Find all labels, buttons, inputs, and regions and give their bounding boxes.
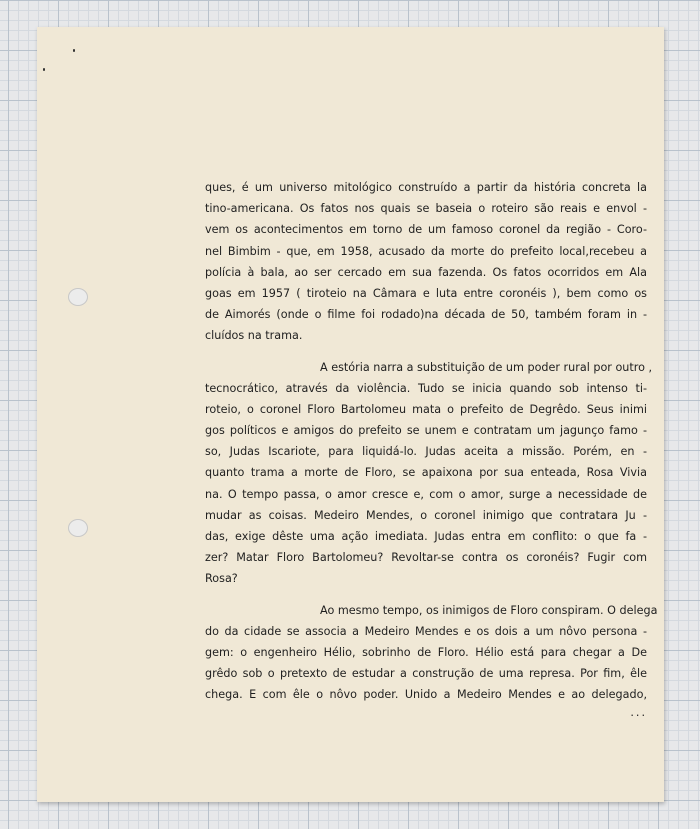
text-line: goas em 1957 ( tiroteio na Câmara e luta entre coronéis ), bem como os bbox=[205, 286, 647, 300]
ink-speck bbox=[43, 68, 45, 71]
continuation-mark: ... bbox=[630, 705, 647, 719]
text-line: das, exige dêste uma ação imediata. Judas entra em conflito: o que fa - bbox=[205, 530, 647, 543]
punch-hole-bottom bbox=[68, 519, 88, 537]
paragraph-2 bbox=[205, 357, 653, 590]
text-line: Ao mesmo tempo, os inimigos de Floro conspiram. O delega bbox=[320, 603, 658, 617]
text-line: grêdo sob o pretexto de estudar a construção de uma represa. Por fim, êle bbox=[205, 667, 647, 681]
punch-hole-top bbox=[68, 288, 88, 306]
body-text bbox=[205, 177, 658, 719]
text-line: mudar as coisas. Medeiro Mendes, o coronel inimigo que contratara Ju - bbox=[205, 508, 647, 522]
text-line: tino-americana. Os fatos nos quais se baseia o roteiro são reais e envol - bbox=[205, 202, 647, 216]
text-line: ques, é um universo mitológico construído a partir da história concreta la bbox=[205, 181, 647, 194]
text-line: A estória narra a substituição de um poder rural por outro , bbox=[320, 360, 653, 374]
text-line: de Aimorés (onde o filme foi rodado)na década de 50, também foram in - bbox=[205, 308, 647, 322]
paragraph-3 bbox=[205, 600, 658, 706]
text-line: tecnocrático, através da violência. Tudo se inicia quando sob intenso ti- bbox=[205, 381, 647, 395]
text-line: nel Bimbim - que, em 1958, acusado da morte do prefeito local,recebeu a bbox=[205, 244, 647, 258]
text-line: na. O tempo passa, o amor cresce e, com o amor, surge a necessidade de bbox=[205, 487, 647, 501]
text-line: zer? Matar Floro Bartolomeu? Revoltar-se contra os coronéis? Fugir com bbox=[205, 551, 647, 565]
text-line: vem os acontecimentos em torno de um famoso coronel da região - Coro- bbox=[205, 223, 647, 237]
text-line: do da cidade se associa a Medeiro Mendes e os dois a um nôvo persona - bbox=[205, 624, 647, 638]
text-line: so, Judas Iscariote, para liquidá-lo. Judas aceita a missão. Porém, en - bbox=[205, 445, 647, 459]
paragraph-1 bbox=[205, 177, 647, 347]
ink-speck bbox=[73, 49, 75, 52]
text-line: gem: o engenheiro Hélio, sobrinho de Floro. Hélio está para chegar a De bbox=[205, 645, 647, 659]
text-line: chega. E com êle o nôvo poder. Unido a Medeiro Mendes e ao delegado, bbox=[205, 688, 647, 702]
text-line: quanto trama a morte de Floro, se apaixona por sua enteada, Rosa Vivia bbox=[205, 466, 647, 480]
text-line: cluídos na trama. bbox=[205, 329, 303, 343]
text-line: gos políticos e amigos do prefeito se unem e contratam um jagunço famo - bbox=[205, 424, 647, 438]
typed-page bbox=[37, 27, 664, 802]
text-line: polícia à bala, ao ser cercado em sua fazenda. Os fatos ocorridos em Ala bbox=[205, 265, 647, 279]
text-line: roteio, o coronel Floro Bartolomeu mata o prefeito de Degrêdo. Seus inimi bbox=[205, 402, 647, 416]
text-line: Rosa? bbox=[205, 572, 238, 586]
